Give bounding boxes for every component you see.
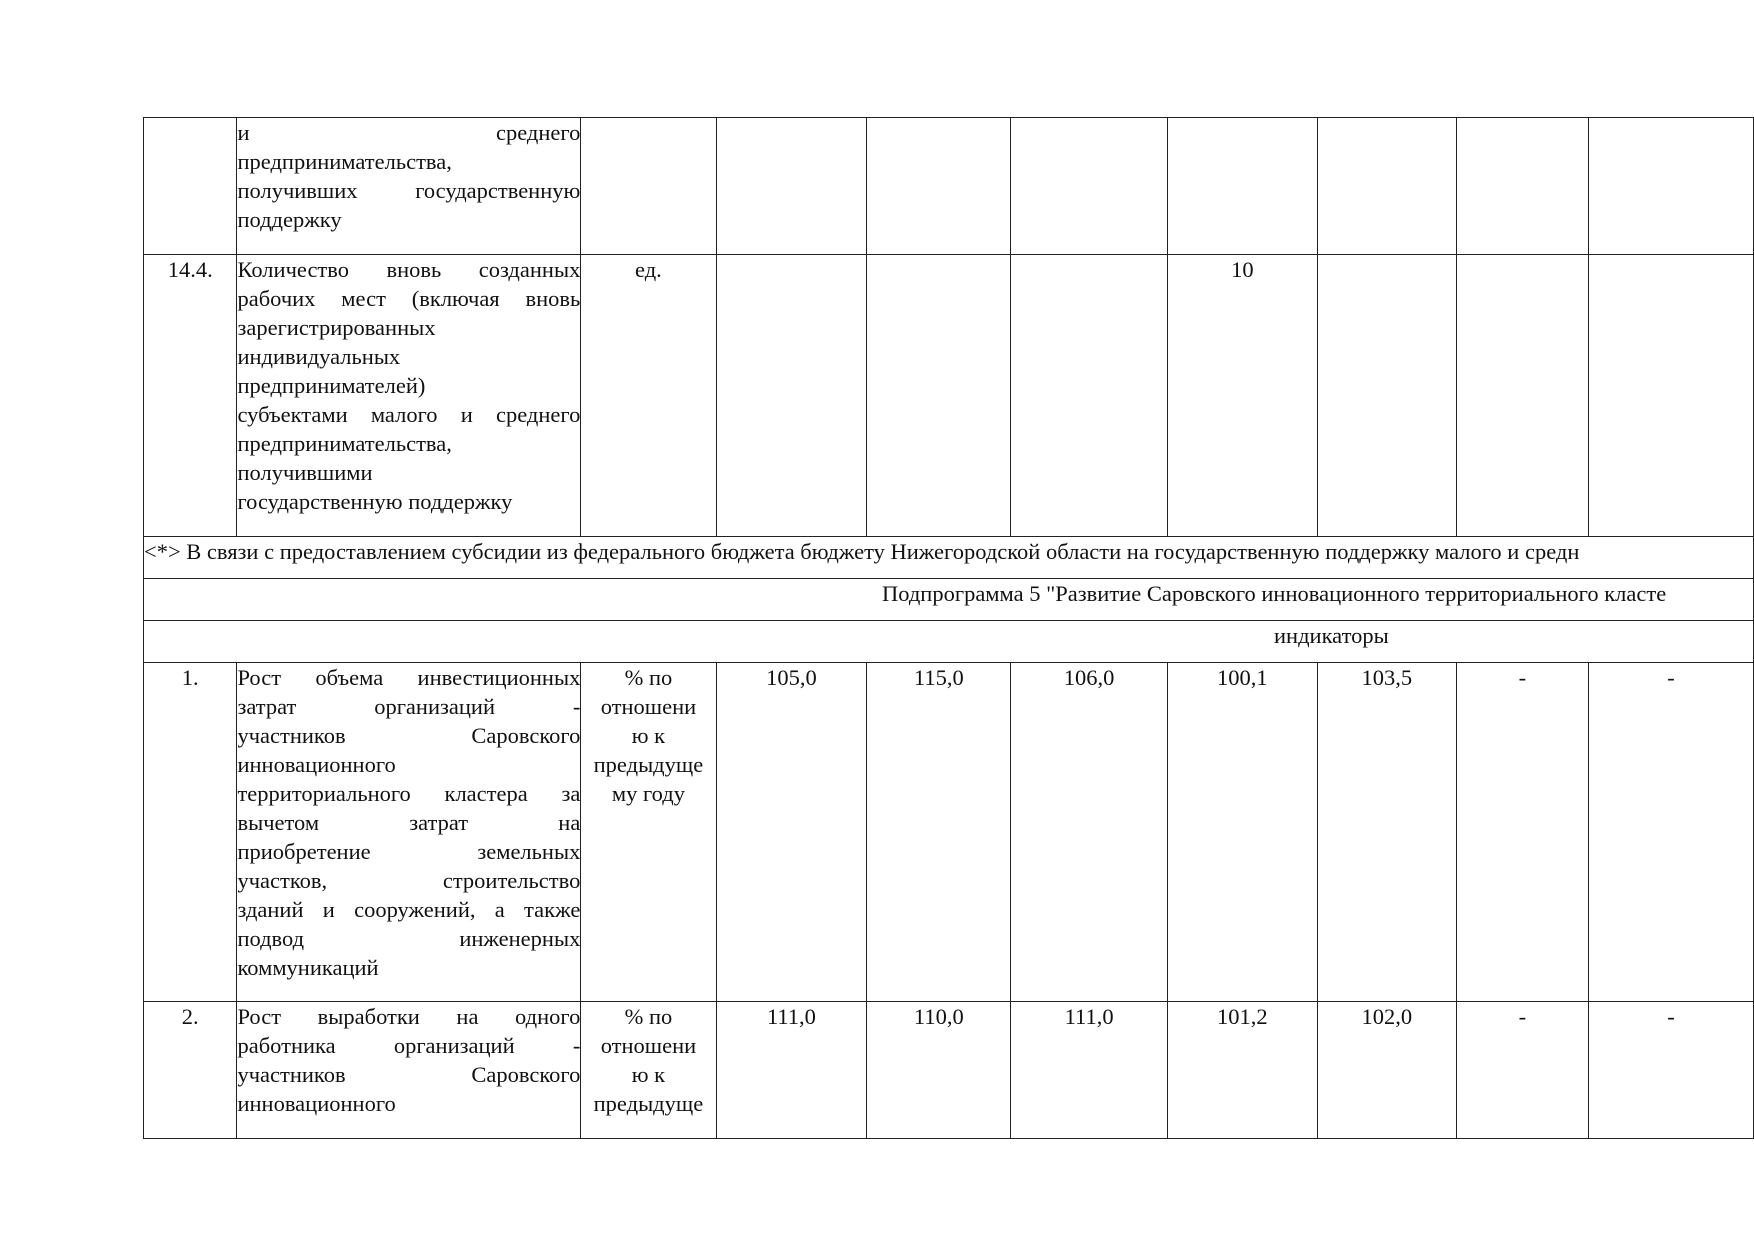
name-line: Рост объема инвестиционных [237,665,581,690]
value-cell [1317,118,1456,255]
value-cell [1167,118,1317,255]
name-line: участников Саровского [237,1062,581,1087]
indicators-label [144,621,1754,663]
value-cell: 102,0 [1317,1002,1456,1139]
subprogram-heading [144,579,1754,621]
name-line: зарегистрированных [237,315,436,340]
row-number: 14.4. [144,255,237,537]
unit-cell [581,663,716,1002]
subprogram-heading-text: Подпрограмма 5 "Развитие Саровского инновационного территориального класте [882,581,1667,606]
table-row [144,118,1754,255]
name-line: и среднего [237,120,581,145]
name-line: субъектами малого и среднего [237,402,581,427]
unit-cell [581,118,716,255]
row-number [144,118,237,255]
value-cell: - [1456,1002,1588,1139]
name-line: предпринимателей) [237,373,426,398]
name-line: инновационного [237,1091,396,1116]
value-cell [1317,255,1456,537]
table-row [144,1002,1754,1139]
name-line: получивших государственную [237,178,581,203]
name-line: предпринимательства, [237,149,452,174]
name-line: инновационного [237,752,396,777]
value-cell [1011,255,1168,537]
unit-line: отношени [600,694,697,719]
value-cell: 103,5 [1317,663,1456,1002]
indicators-label-text: индикаторы [1274,623,1389,648]
unit-line: предыдуще [593,1091,704,1116]
unit-line: % по [624,665,673,690]
value-cell [1588,118,1753,255]
row-number: 2. [144,1002,237,1139]
value-cell: 111,0 [1011,1002,1168,1139]
indicators-label-row [144,621,1754,663]
name-line: зданий и сооружений, а также [237,897,581,922]
table-row [144,663,1754,1002]
name-line: участков, строительство [237,868,581,893]
value-cell [1011,118,1168,255]
name-line: получившими [237,460,373,485]
unit-line: ю к [631,1062,666,1087]
value-cell [867,255,1011,537]
indicators-table [143,117,1754,1139]
value-cell: 105,0 [716,663,867,1002]
value-cell [716,255,867,537]
indicator-name [237,118,581,255]
row-number: 1. [144,663,237,1002]
indicator-name [237,663,581,1002]
value-cell: - [1588,663,1753,1002]
value-cell: - [1588,1002,1753,1139]
name-line: поддержку [237,207,342,232]
name-line: затрат организаций - [237,694,581,719]
value-cell: 106,0 [1011,663,1168,1002]
value-cell: - [1456,663,1588,1002]
value-cell: 115,0 [867,663,1011,1002]
unit-cell [581,1002,716,1139]
name-line: рабочих мест (включая вновь [237,286,581,311]
value-cell [867,118,1011,255]
footnote-row [144,537,1754,579]
value-cell: 10 [1167,255,1317,537]
indicator-name [237,255,581,537]
name-line: приобретение земельных [237,839,581,864]
value-cell [716,118,867,255]
footnote-text: <*> В связи с предоставлением субсидии из федерального бюджета бюджету Нижегородской области на государственную поддержку малого и средн [144,537,1754,579]
value-cell [1456,255,1588,537]
indicator-name [237,1002,581,1139]
name-line: подвод инженерных [237,926,581,951]
name-line: работника организаций - [237,1033,581,1058]
unit-line: ю к [631,723,666,748]
value-cell: 101,2 [1167,1002,1317,1139]
name-line: территориального кластера за [237,781,581,806]
name-line: предпринимательства, [237,431,452,456]
name-line: вычетом затрат на [237,810,581,835]
unit-line: му году [611,781,685,806]
name-line: индивидуальных [237,344,401,369]
value-cell [1456,118,1588,255]
name-line: коммуникаций [237,955,379,980]
unit-line: отношени [600,1033,697,1058]
value-cell [1588,255,1753,537]
name-line: участников Саровского [237,723,581,748]
name-line: Рост выработки на одного [237,1004,581,1029]
value-cell: 111,0 [716,1002,867,1139]
value-cell: 110,0 [867,1002,1011,1139]
unit-line: % по [624,1004,673,1029]
unit-line: предыдуще [593,752,704,777]
name-line: государственную поддержку [237,489,513,514]
subprogram-heading-row [144,579,1754,621]
unit-cell: ед. [581,255,716,537]
value-cell: 100,1 [1167,663,1317,1002]
name-line: Количество вновь созданных [237,257,581,282]
table-row [144,255,1754,537]
